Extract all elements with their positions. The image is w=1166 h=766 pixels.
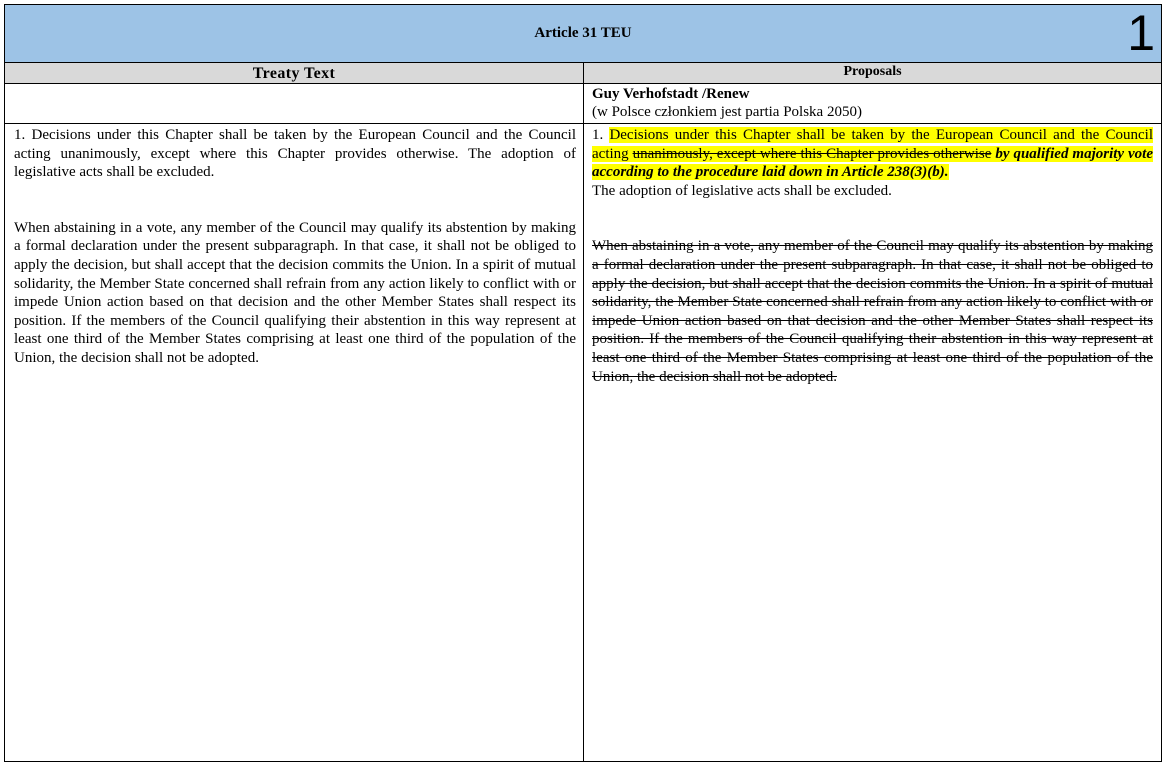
proposal-author — [592, 85, 862, 121]
proposals-header: Proposals — [843, 64, 902, 79]
highlighted-amendment — [592, 127, 1153, 180]
inserted-text: by qualified majority vote according to the procedure laid down in Article 238(3)(b). — [592, 145, 1153, 181]
proposal-cell — [592, 126, 1153, 386]
treaty-text-header: Treaty Text — [252, 65, 336, 82]
paragraph-number: 1. — [592, 127, 610, 143]
title-bar — [5, 5, 1161, 63]
document-table — [4, 4, 1162, 762]
author-note: (w Polsce członkiem jest partia Polska 2050) — [592, 104, 862, 120]
article-title: Article 31 TEU — [534, 25, 632, 41]
proposal-paragraph-2-deleted: When abstaining in a vote, any member of the Council may qualify its abstention by making a formal declaration under the present subparagraph. In that case, it shall not be obliged to apply the decision, but shall accept that the decision commits the Union. In a spirit of mutual solidarity, the Member State concerned shall refrain from any action likely to conflict with or impede Union action based on that decision and the other Member States shall respect its position. If the members of the Council qualifying their abstention in this way represent at least one third of the Member States comprising at least one third of the population of the Union, the decision shall not be adopted. — [592, 238, 1153, 385]
proposal-paragraph-1 — [592, 126, 1153, 200]
column-divider — [583, 63, 584, 761]
unchanged-text: The adoption of legislative acts shall be excluded. — [592, 182, 892, 199]
kept-text: Decisions under this Chapter shall be taken by the European Council and the Council acting — [592, 127, 1154, 162]
author-name: Guy Verhofstadt /Renew — [592, 86, 750, 102]
treaty-text-cell — [14, 126, 576, 368]
deleted-text: unanimously, except where this Chapter provides otherwise — [632, 145, 992, 162]
treaty-paragraph-2: When abstaining in a vote, any member of the Council may qualify its abstention by making a formal declaration under the present subparagraph. In that case, it shall not be obliged to apply the decision, but shall accept that the decision commits the Union. In a spirit of mutual solidarity, the Member State concerned shall refrain from any action likely to conflict with or impede Union action based on that decision and the other Member States shall respect its position. If the members of the Council qualifying their abstention in this way represent at least one third of the Member States comprising at least one third of the population of the Union, the decision shall not be adopted. — [14, 219, 576, 366]
treaty-paragraph-1: 1. Decisions under this Chapter shall be taken by the European Council and the Council acting unanimously, except where this Chapter provides otherwise. The adoption of legislative acts shall be excluded. — [14, 127, 576, 181]
page-number: 1 — [1127, 5, 1155, 61]
